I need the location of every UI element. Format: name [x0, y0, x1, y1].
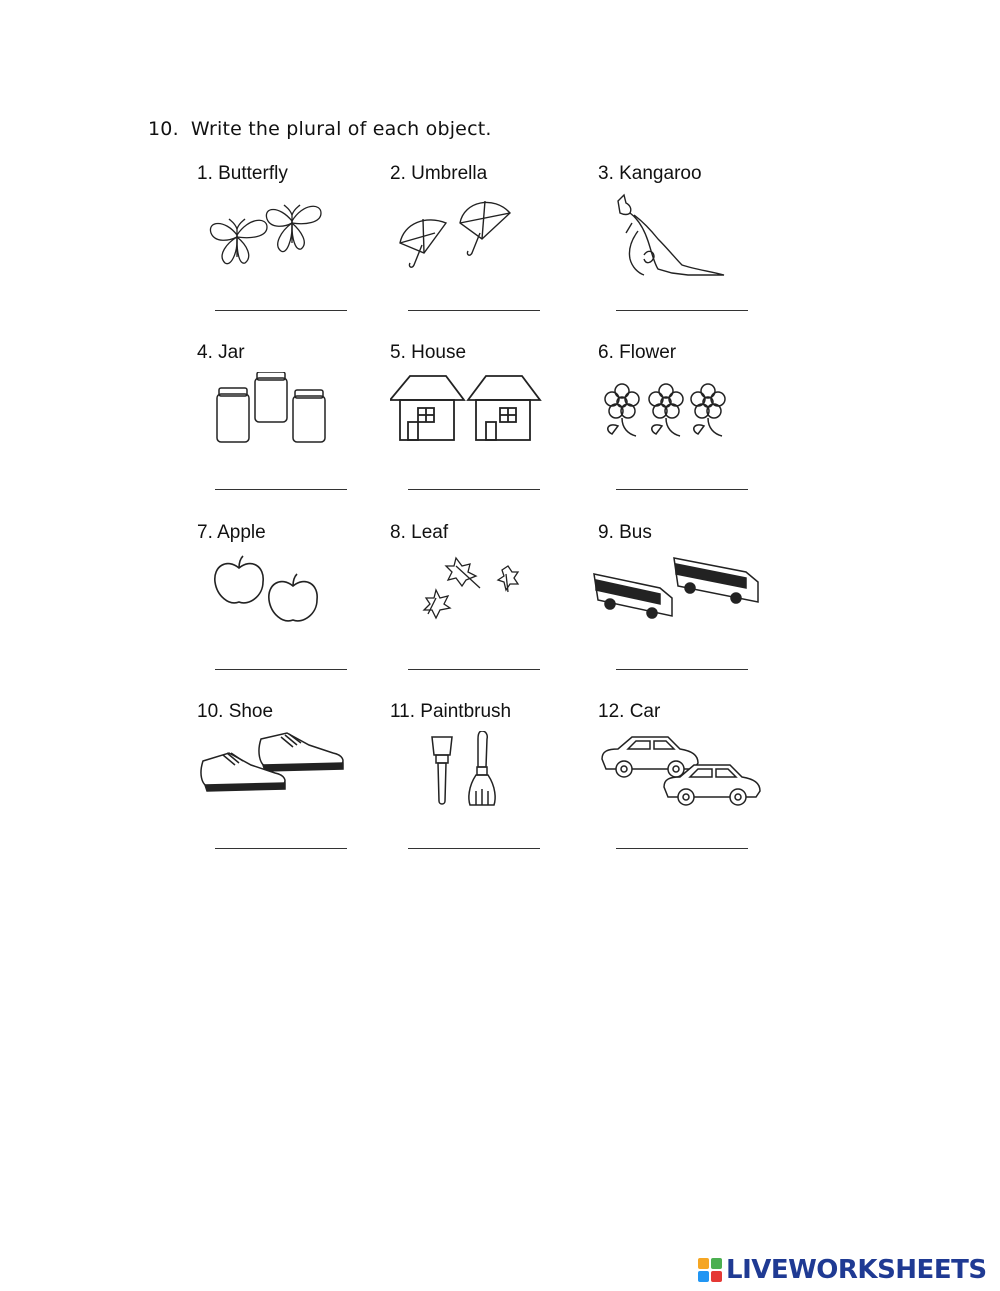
- paintbrush-icon: [390, 731, 530, 811]
- item-label: 8. Leaf: [390, 522, 449, 543]
- item-kangaroo: [598, 163, 798, 333]
- answer-input-leaf[interactable]: [408, 647, 540, 670]
- item-label: 7. Apple: [197, 522, 266, 543]
- item-paintbrush: [390, 701, 590, 871]
- logo-blocks-icon: [698, 1258, 722, 1282]
- item-label: 12. Car: [598, 701, 661, 722]
- answer-input-paintbrush[interactable]: [408, 826, 540, 849]
- shoe-icon: [197, 731, 357, 811]
- liveworksheets-logo: [698, 1255, 987, 1285]
- item-butterfly: [197, 163, 397, 333]
- item-label: 9. Bus: [598, 522, 652, 543]
- question-number: 10.: [148, 118, 179, 140]
- car-icon: [598, 731, 768, 811]
- flower-icon: [598, 372, 738, 452]
- item-label: 4. Jar: [197, 342, 245, 363]
- logo-text: LIVEWORKSHEETS: [726, 1255, 987, 1285]
- item-label: 6. Flower: [598, 342, 677, 363]
- item-leaf: [390, 522, 590, 692]
- item-label: 11. Paintbrush: [390, 701, 512, 722]
- item-label: 5. House: [390, 342, 467, 363]
- answer-input-umbrella[interactable]: [408, 288, 540, 311]
- butterfly-icon: [197, 193, 337, 273]
- item-label: 10. Shoe: [197, 701, 274, 722]
- kangaroo-icon: [598, 193, 738, 283]
- item-apple: [197, 522, 397, 692]
- answer-input-jar[interactable]: [215, 467, 347, 490]
- item-shoe: [197, 701, 397, 871]
- item-label: 1. Butterfly: [197, 163, 288, 184]
- item-label: 2. Umbrella: [390, 163, 488, 184]
- item-umbrella: [390, 163, 590, 333]
- item-label: 3. Kangaroo: [598, 163, 702, 184]
- answer-input-car[interactable]: [616, 826, 748, 849]
- item-flower: [598, 342, 798, 512]
- answer-input-apple[interactable]: [215, 647, 347, 670]
- house-icon: [390, 372, 550, 452]
- answer-input-flower[interactable]: [616, 467, 748, 490]
- answer-input-butterfly[interactable]: [215, 288, 347, 311]
- question-text: Write the plural of each object.: [190, 118, 492, 140]
- item-car: [598, 701, 798, 871]
- question-heading: [148, 118, 492, 140]
- answer-input-shoe[interactable]: [215, 826, 347, 849]
- jar-icon: [197, 372, 337, 452]
- item-bus: [590, 522, 790, 692]
- item-jar: [197, 342, 397, 512]
- answer-input-bus[interactable]: [616, 647, 748, 670]
- answer-input-house[interactable]: [408, 467, 540, 490]
- item-house: [390, 342, 590, 512]
- apple-icon: [197, 552, 337, 632]
- leaf-icon: [390, 552, 530, 632]
- bus-icon: [590, 552, 770, 632]
- umbrella-icon: [390, 193, 530, 273]
- answer-input-kangaroo[interactable]: [616, 288, 748, 311]
